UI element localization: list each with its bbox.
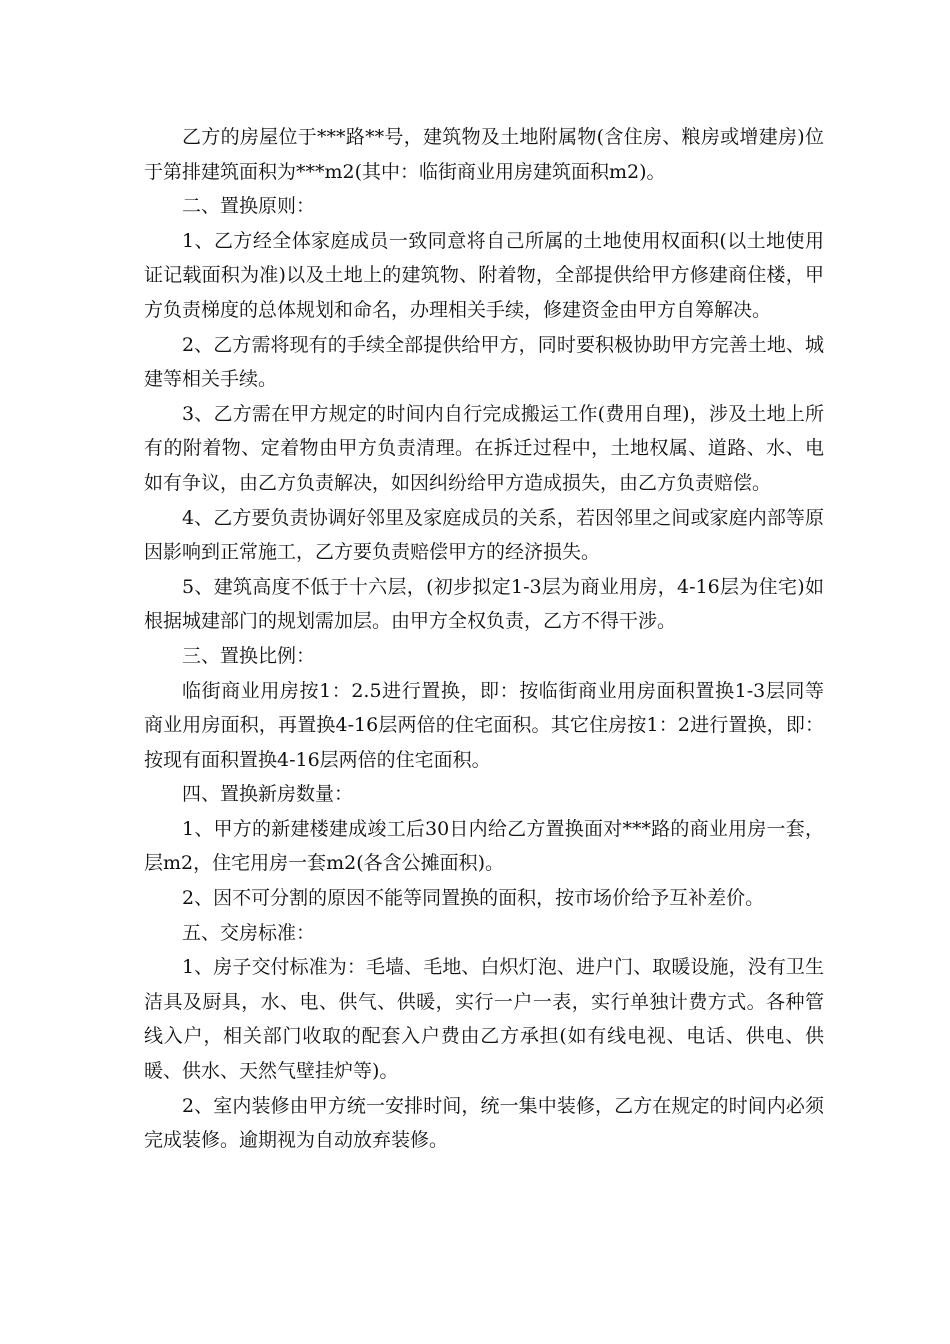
section-heading-exchange-principles: 二、置换原则： (182, 195, 316, 218)
paragraph-quantity-2: 2、因不可分割的原因不能等同置换的面积，按市场价给予互补差价。 (182, 887, 765, 910)
paragraph-exchange-ratio: 临街商业用房按1：2.5进行置换，即：按临街商业用房面积置换1-3层同等商业用房面积，再置换4-16层两倍的住宅面积。其它住房按1：2进行置换，即：按现有面积置换4-16层两倍的住宅面积。 (144, 679, 824, 771)
section-heading-delivery-standard: 五、交房标准： (182, 921, 316, 944)
paragraph-delivery-2: 2、室内装修由甲方统一安排时间，统一集中装修，乙方在规定的时间内必须完成装修。逾期视为自动放弃装修。 (144, 1094, 824, 1152)
document-body (144, 120, 824, 1158)
paragraph-principle-3: 3、乙方需在甲方规定的时间内自行完成搬运工作(费用自理)，涉及土地上所有的附着物、定着物由甲方负责清理。在拆迁过程中，土地权属、道路、水、电如有争议，由乙方负责解决，如因纠纷给甲方造成损失，由乙方负责赔偿。 (144, 402, 824, 494)
paragraph-principle-1: 1、乙方经全体家庭成员一致同意将自己所属的土地使用权面积(以土地使用证记载面积为准)以及土地上的建筑物、附着物，全部提供给甲方修建商住楼，甲方负责梯度的总体规划和命名，办理相关手续，修建资金由甲方自筹解决。 (144, 229, 824, 321)
paragraph-quantity-1: 1、甲方的新建楼建成竣工后30日内给乙方置换面对***路的商业用房一套，层m2，住宅用房一套m2(各含公摊面积)。 (144, 817, 824, 875)
section-heading-new-housing-quantity: 四、置换新房数量： (182, 783, 354, 806)
section-heading-exchange-ratio: 三、置换比例： (182, 644, 316, 667)
paragraph-property-location: 乙方的房屋位于***路**号，建筑物及土地附属物(含住房、粮房或增建房)位于第排建筑面积为***m2(其中：临街商业用房建筑面积m2)。 (144, 126, 824, 183)
paragraph-principle-5: 5、建筑高度不低于十六层，(初步拟定1-3层为商业用房，4-16层为住宅)如根据城建部门的规划需加层。由甲方全权负责，乙方不得干涉。 (144, 575, 824, 633)
paragraph-principle-4: 4、乙方要负责协调好邻里及家庭成员的关系，若因邻里之间或家庭内部等原因影响到正常施工，乙方要负责赔偿甲方的经济损失。 (144, 506, 824, 564)
paragraph-principle-2: 2、乙方需将现有的手续全部提供给甲方，同时要积极协助甲方完善土地、城建等相关手续。 (144, 333, 824, 391)
paragraph-delivery-1: 1、房子交付标准为：毛墙、毛地、白炽灯泡、进户门、取暖设施，没有卫生洁具及厨具，水、电、供气、供暖，实行一户一表，实行单独计费方式。各种管线入户，相关部门收取的配套入户费由乙方承担(如有线电视、电话、供电、供暖、供水、天然气壁挂炉等)。 (144, 956, 824, 1083)
